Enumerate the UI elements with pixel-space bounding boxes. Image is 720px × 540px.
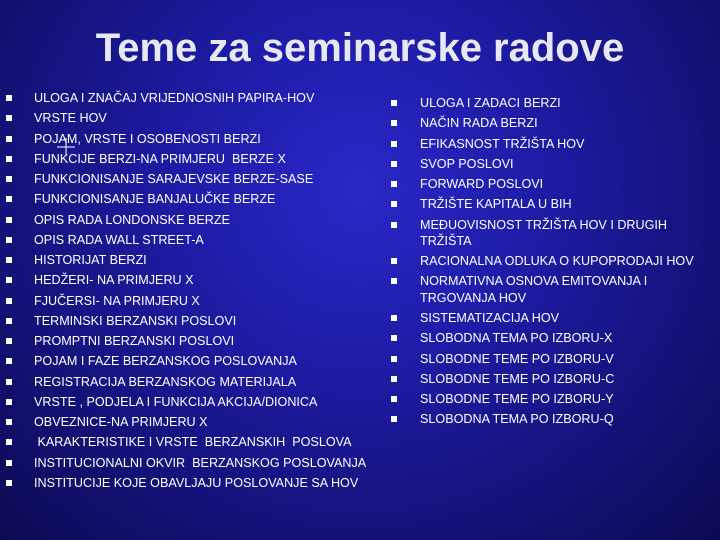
topic-list-item — [6, 353, 378, 369]
topic-text: POJAM I FAZE BERZANSKOG POSLOVANJA — [34, 354, 297, 369]
topic-list-item — [6, 455, 378, 471]
topic-list-item — [6, 394, 378, 410]
square-bullet-icon — [6, 480, 12, 486]
topic-text: OBVEZNICE-NA PRIMJERU X — [34, 415, 208, 429]
square-bullet-icon — [6, 217, 12, 223]
square-bullet-icon — [391, 181, 397, 187]
topic-list-item — [391, 136, 716, 152]
topic-list-item — [391, 330, 716, 346]
topic-text: SLOBODNA TEMA PO IZBORU-X — [420, 331, 613, 346]
square-bullet-icon — [391, 335, 397, 341]
square-bullet-icon — [6, 257, 12, 263]
topic-list-item — [6, 212, 378, 228]
square-bullet-icon — [6, 358, 12, 364]
topic-list-item — [391, 391, 716, 407]
square-bullet-icon — [6, 399, 12, 405]
topic-text: SLOBODNE TEME PO IZBORU-Y — [420, 392, 614, 407]
topic-list-item — [391, 115, 716, 131]
square-bullet-icon — [391, 278, 397, 284]
topic-text: FJUČERSI- NA PRIMJERU X — [34, 293, 200, 308]
topic-list-item — [6, 293, 378, 309]
topic-list-item — [6, 414, 378, 430]
square-bullet-icon — [6, 115, 12, 121]
topic-text: SISTEMATIZACIJA HOV — [420, 311, 560, 326]
topic-text: VRSTE HOV — [34, 111, 107, 126]
square-bullet-icon — [6, 379, 12, 385]
topic-list-item — [391, 156, 716, 172]
topic-list-item — [6, 374, 378, 390]
topic-text: FUNKCIONISANJE SARAJEVSKE BERZE-SASE — [34, 172, 314, 186]
square-bullet-icon — [391, 396, 397, 402]
topic-text: SLOBODNE TEME PO IZBORU-V — [420, 351, 614, 366]
square-bullet-icon — [6, 95, 12, 101]
square-bullet-icon — [391, 376, 397, 382]
topic-list-item — [391, 273, 716, 306]
topic-text: INSTITUCIJE KOJE OBAVLJAJU POSLOVANJE SA HOV — [34, 475, 359, 490]
topic-text: ULOGA I ZNAČAJ VRIJEDNOSNIH PAPIRA-HOV — [34, 91, 315, 105]
topic-text: TERMINSKI BERZANSKI POSLOVI — [34, 313, 237, 328]
topic-list-item — [6, 475, 378, 491]
topic-text: REGISTRACIJA BERZANSKOG MATERIJALA — [34, 374, 297, 389]
topic-text: FUNKCIJE BERZI-NA PRIMJERU BERZE X — [34, 151, 286, 166]
square-bullet-icon — [6, 419, 12, 425]
topic-list-item — [391, 196, 716, 212]
topic-text: ULOGA I ZADACI BERZI — [420, 96, 561, 110]
square-bullet-icon — [6, 338, 12, 344]
topic-text: NORMATIVNA OSNOVA EMITOVANJA I TRGOVANJA HOV — [420, 274, 651, 305]
topic-list-item — [6, 232, 378, 248]
topic-list-item — [6, 252, 378, 268]
topic-text: EFIKASNOST TRŽIŠTA HOV — [420, 136, 585, 151]
topic-text: FUNKCIONISANJE BANJALUČKE BERZE — [34, 192, 276, 207]
square-bullet-icon — [6, 176, 12, 182]
left-topic-list — [6, 90, 378, 495]
topic-list-item — [6, 191, 378, 207]
topic-text: SVOP POSLOVI — [420, 156, 514, 171]
square-bullet-icon — [6, 136, 12, 142]
topic-text: KARAKTERISTIKE I VRSTE BERZANSKIH POSLOVA — [34, 435, 352, 450]
topic-text: SLOBODNE TEME PO IZBORU-C — [420, 371, 615, 386]
square-bullet-icon — [6, 196, 12, 202]
square-bullet-icon — [391, 100, 397, 106]
topic-list-item — [391, 217, 716, 250]
square-bullet-icon — [391, 416, 397, 422]
topic-list-item — [6, 171, 378, 187]
topic-list-item — [391, 95, 716, 111]
topic-text: RACIONALNA ODLUKA O KUPOPRODAJI HOV — [420, 254, 694, 269]
topic-text: VRSTE , PODJELA I FUNKCIJA AKCIJA/DIONICA — [34, 394, 318, 409]
square-bullet-icon — [6, 318, 12, 324]
topic-list-item — [391, 371, 716, 387]
topic-text: SLOBODNA TEMA PO IZBORU-Q — [420, 412, 614, 427]
topic-list-item — [6, 333, 378, 349]
topic-list-item — [391, 176, 716, 192]
topic-text: NAČIN RADA BERZI — [420, 116, 538, 131]
square-bullet-icon — [6, 460, 12, 466]
square-bullet-icon — [391, 201, 397, 207]
square-bullet-icon — [6, 277, 12, 283]
square-bullet-icon — [391, 141, 397, 147]
topic-text: TRŽIŠTE KAPITALA U BIH — [420, 197, 572, 212]
slide-title: Teme za seminarske radove — [95, 26, 625, 70]
topic-list-item — [6, 131, 378, 147]
topic-list-item — [391, 310, 716, 326]
topic-list-item — [6, 90, 378, 106]
square-bullet-icon — [391, 222, 397, 228]
topic-text: OPIS RADA LONDONSKE BERZE — [34, 212, 230, 227]
square-bullet-icon — [6, 156, 12, 162]
topic-list-item — [391, 351, 716, 367]
topic-list-item — [6, 151, 378, 167]
topic-text: MEĐUOVISNOST TRŽIŠTA HOV I DRUGIH TRŽIŠTA — [420, 217, 671, 248]
right-topic-list — [391, 95, 716, 432]
topic-list-item — [391, 253, 716, 269]
topic-text: OPIS RADA WALL STREET-A — [34, 232, 204, 247]
topic-list-item — [6, 110, 378, 126]
topic-text: POJAM, VRSTE I OSOBENOSTI BERZI — [34, 131, 261, 146]
topic-text: HISTORIJAT BERZI — [34, 253, 147, 267]
topic-text: HEDŽERI- NA PRIMJERU X — [34, 273, 194, 288]
topic-text: INSTITUCIONALNI OKVIR BERZANSKOG POSLOVANJA — [34, 455, 367, 470]
square-bullet-icon — [391, 161, 397, 167]
topic-list-item — [391, 411, 716, 427]
square-bullet-icon — [391, 315, 397, 321]
square-bullet-icon — [391, 258, 397, 264]
square-bullet-icon — [391, 120, 397, 126]
square-bullet-icon — [6, 439, 12, 445]
topic-list-item — [6, 272, 378, 288]
square-bullet-icon — [391, 356, 397, 362]
topic-text: PROMPTNI BERZANSKI POSLOVI — [34, 334, 235, 348]
topic-list-item — [6, 434, 378, 450]
square-bullet-icon — [6, 298, 12, 304]
square-bullet-icon — [6, 237, 12, 243]
topic-list-item — [6, 313, 378, 329]
topic-text: FORWARD POSLOVI — [420, 177, 544, 191]
